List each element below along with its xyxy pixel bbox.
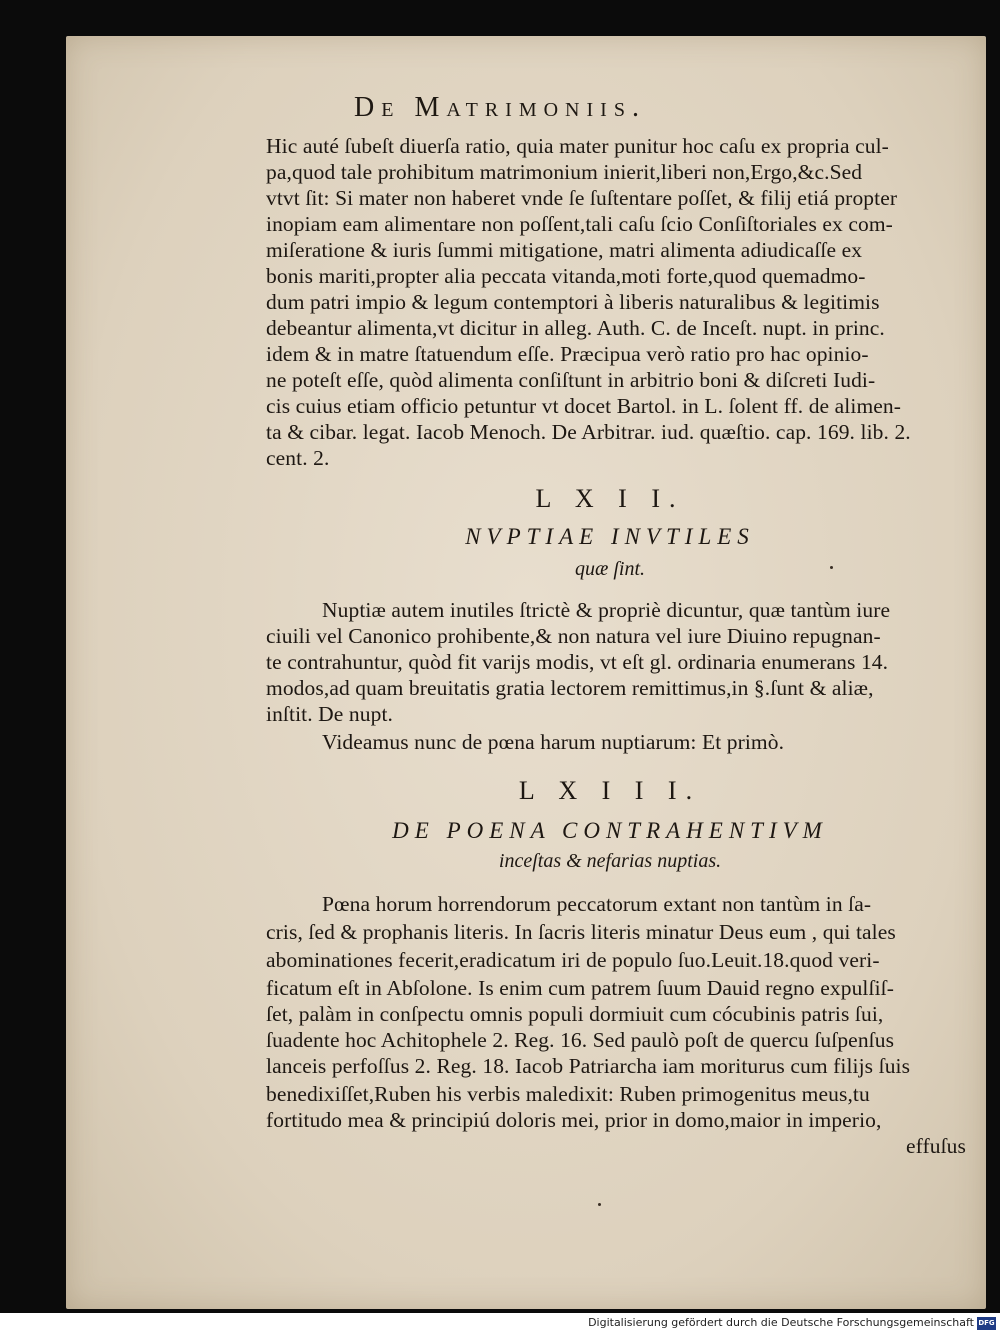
text-line: bonis mariti,propter alia peccata vitanda,moti forte,quod quemadmo- <box>266 264 866 288</box>
text-line: inopiam eam alimentare non poſſent,tali caſu ſcio Conſiſtoriales ex com- <box>266 212 893 236</box>
text-line: ſet, palàm in conſpectu omnis populi dormiuit cum cócubinis patris ſui, <box>266 1002 884 1026</box>
section-heading: DE POENA CONTRAHENTIVM <box>392 818 828 843</box>
ink-speck <box>830 566 833 569</box>
text-line: fortitudo mea & principiú doloris mei, prior in domo,maior in imperio, <box>266 1108 882 1132</box>
text-line: ſuadente hoc Achitophele 2. Reg. 16. Sed paulò poſt de quercu ſuſpenſus <box>266 1028 895 1052</box>
text-line: dum patri impio & legum contemptori à liberis naturalibus & legitimis <box>266 290 880 314</box>
text-line: Pœna horum horrendorum peccatorum extant non tantùm in ſa- <box>322 892 872 916</box>
catchword: effuſus <box>905 1134 966 1158</box>
text-line: ciuili vel Canonico prohibente,& non natura vel iure Diuino repugnan- <box>266 624 881 648</box>
text-line: Nuptiæ autem inutiles ſtrictè & propriè dicuntur, quæ tantùm iure <box>322 598 891 622</box>
text-line: abominationes fecerit,eradicatum iri de populo ſuo.Leuit.18.quod veri- <box>266 948 880 972</box>
text-line: modos,ad quam breuitatis gratia lectorem remittimus,in §.ſunt & aliæ, <box>266 676 874 700</box>
text-line: idem & in matre ſtatuendum eſſe. Præcipua verò ratio pro hac opinio- <box>266 342 869 366</box>
text-line: cris, ſed & prophanis literis. In ſacris literis minatur Deus eum , qui tales <box>266 920 896 944</box>
digitization-credit: Digitalisierung gefördert durch die Deutsche Forschungsgemeinschaft <box>588 1316 974 1329</box>
text-line: Videamus nunc de pœna harum nuptiarum: Et primò. <box>322 730 785 754</box>
text-line: lanceis perfoſſus 2. Reg. 18. Iacob Patriarcha iam moriturus cum filijs ſuis <box>266 1054 911 1078</box>
text-line: ta & cibar. legat. Iacob Menoch. De Arbitrar. iud. quæſtio. cap. 169. lib. 2. <box>266 420 911 444</box>
text-line: cent. 2. <box>266 446 330 470</box>
footer-bar <box>0 1313 1000 1335</box>
dfg-logo-icon: DFG <box>977 1317 996 1330</box>
running-title: De Matrimoniis. <box>354 92 646 123</box>
section-numeral: L X I I I. <box>518 776 702 805</box>
text-line: benedixiſſet,Ruben his verbis maledixit: Ruben primogenitus meus,tu <box>266 1082 870 1106</box>
section-numeral: L X I I. <box>535 484 685 513</box>
section-heading: NVPTIAE INVTILES <box>465 524 755 549</box>
text-line: Hic auté ſubeſt diuerſa ratio, quia mater punitur hoc caſu ex propria cul- <box>266 134 889 158</box>
ink-speck <box>598 1203 601 1206</box>
text-line: vtvt ſit: Si mater non haberet vnde ſe ſuſtentare poſſet, & filij etiá propter <box>266 186 898 210</box>
text-line: cis cuius etiam officio petuntur vt docet Bartol. in L. ſolent ff. de alimen- <box>266 394 902 418</box>
text-line: te contrahuntur, quòd fit varijs modis, vt eſt gl. ordinaria enumerans 14. <box>266 650 889 674</box>
text-line: miſeratione & iuris ſummi mitigatione, matri alimenta adiudicaſſe ex <box>266 238 863 262</box>
text-line: ne poteſt eſſe, quòd alimenta conſiſtunt in arbitrio boni & diſcreti Iudi- <box>266 368 876 392</box>
section-subheading: quæ ſint. <box>574 558 645 580</box>
text-line: ficatum eſt in Abſolone. Is enim cum patrem ſuum Dauid regno expulſiſ- <box>266 976 894 1000</box>
text-line: inſtit. De nupt. <box>266 702 394 726</box>
text-line: pa,quod tale prohibitum matrimonium inierit,liberi non,Ergo,&c.Sed <box>266 160 863 184</box>
section-subheading: inceſtas & nefarias nuptias. <box>498 850 722 872</box>
text-line: debeantur alimenta,vt dicitur in alleg. Auth. C. de Inceſt. nupt. in princ. <box>266 316 885 340</box>
